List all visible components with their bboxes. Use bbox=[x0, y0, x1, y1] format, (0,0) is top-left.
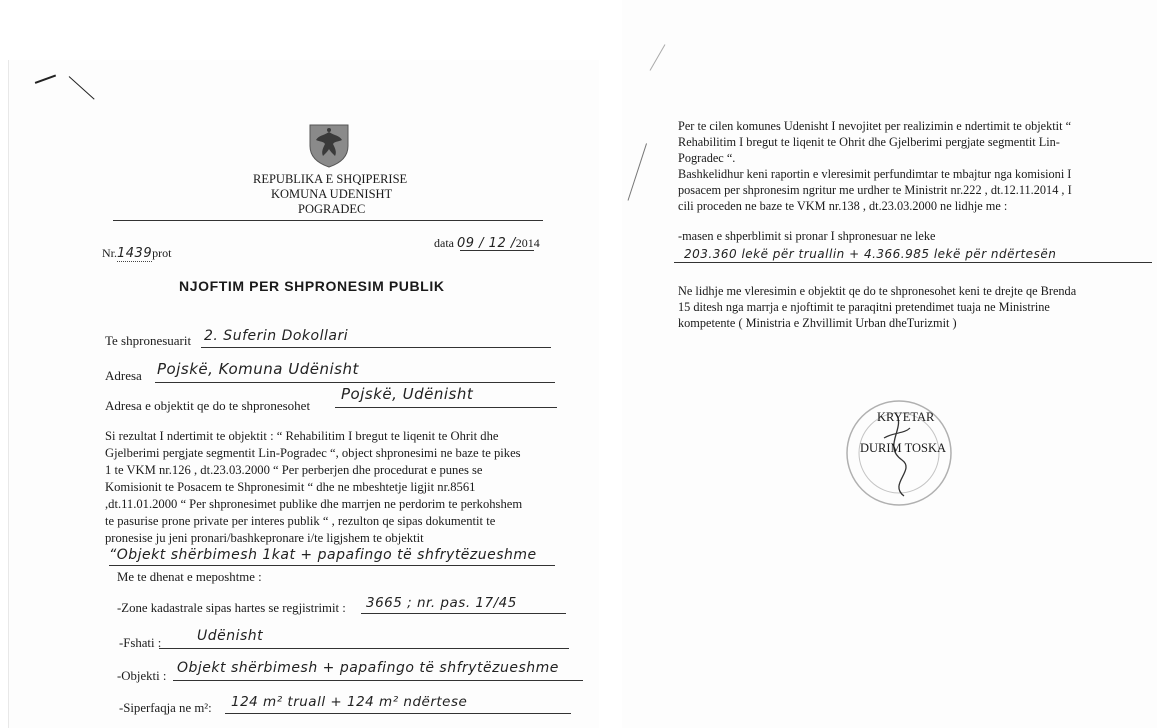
body-line: te pasurise prone private per interes publik “ , rezulton qe sipas dokumentit te bbox=[105, 514, 496, 528]
fold-mark bbox=[628, 143, 647, 200]
body-paragraph bbox=[105, 428, 522, 547]
village-label: -Fshati : bbox=[119, 636, 162, 650]
header-divider bbox=[113, 220, 543, 221]
compensation-label: -masen e shperblimit si pronar I shpronesuar ne leke bbox=[678, 229, 936, 243]
data-intro: Me te dhenat e meposhtme : bbox=[117, 570, 262, 584]
village-underline bbox=[159, 648, 569, 649]
document-date: data 09 / 12 /2014 bbox=[434, 236, 540, 251]
object-address-value: Pojskë, Udënisht bbox=[341, 385, 474, 403]
object-value: Objekt shërbimesh + papafingo të shfrytëzueshme bbox=[177, 660, 559, 676]
rights-paragraph bbox=[678, 283, 1076, 331]
document-page-right bbox=[622, 0, 1157, 728]
expropriated-underline bbox=[201, 347, 551, 348]
address-value: Pojskë, Komuna Udënisht bbox=[157, 360, 359, 378]
reference-number: Nr.1439prot bbox=[102, 246, 172, 261]
body-line: Komisionit te Posacem te Shpronesimit “ dhe ne mbeshtetje ligjit nr.8561 bbox=[105, 480, 476, 494]
date-underline bbox=[460, 250, 534, 251]
paragraph-line: Rehabilitim I bregut te liqenit te Ohrit dhe Gjelberimi pergjate segmentit Lin- bbox=[678, 135, 1060, 149]
compensation-value: 203.360 lekë për truallin + 4.366.985 lekë për ndërtesën bbox=[684, 247, 1057, 261]
paragraph-line: posacem per shpronesim ngritur me urdher te Ministrit nr.222 , dt.12.11.2014 , I bbox=[678, 183, 1072, 197]
object-description: “Objekt shërbimesh 1kat + papafingo të shfrytëzueshme bbox=[109, 547, 537, 563]
header-city: POGRADEC bbox=[298, 202, 366, 216]
header-republic: REPUBLIKA E SHQIPERISE bbox=[253, 172, 408, 186]
village-value: Udënisht bbox=[197, 628, 264, 644]
object-label: -Objekti : bbox=[117, 669, 167, 683]
fold-mark bbox=[650, 44, 666, 70]
paragraph-line: Bashkelidhur keni raportin e vleresimit perfundimtar te mbajtur nga komisioni I bbox=[678, 167, 1072, 181]
document-page-left bbox=[8, 60, 599, 728]
paragraph-line: Per te cilen komunes Udenisht I nevojitet per realizimin e ndertimit te objektit “ bbox=[678, 119, 1072, 133]
coat-of-arms-emblem bbox=[306, 122, 352, 168]
paragraph-line: Ne lidhje me vleresimin e objektit qe do te shpronesohet keni te drejte qe Brenda bbox=[678, 284, 1077, 298]
body-line: Gjelberimi pergjate segmentit Lin-Pogradec “, object shpronesimi ne baze te pikes bbox=[105, 446, 521, 460]
paragraph-line: cili proceden ne baze te VKM nr.138 , dt.23.03.2000 ne lidhje me : bbox=[678, 199, 1008, 213]
cadastral-value: 3665 ; nr. pas. 17/45 bbox=[366, 595, 517, 611]
signatory-name: DURIM TOSKA bbox=[860, 441, 947, 455]
expropriated-label: Te shpronesuarit bbox=[105, 333, 192, 348]
body-line: Si rezultat I ndertimit te objektit : “ Rehabilitim I bregut te liqenit te Ohrit dhe bbox=[105, 429, 499, 443]
paragraph-line: kompetente ( Ministria e Zhvillimit Urban dheTurizmit ) bbox=[678, 316, 957, 330]
document-title: NJOFTIM PER SHPRONESIM PUBLIK bbox=[179, 278, 445, 294]
pen-mark bbox=[35, 75, 56, 84]
header-commune: KOMUNA UDENISHT bbox=[271, 187, 393, 201]
signatory-role: KRYETAR bbox=[877, 410, 935, 424]
pen-mark bbox=[69, 76, 95, 99]
compensation-underline bbox=[674, 262, 1152, 263]
body-line: 1 te VKM nr.126 , dt.23.03.2000 “ Per perberjen dhe procedurat e punes se bbox=[105, 463, 483, 477]
area-value: 124 m² truall + 124 m² ndërtese bbox=[231, 694, 468, 710]
address-label: Adresa bbox=[105, 368, 142, 383]
object-description-underline bbox=[109, 565, 555, 566]
area-label: -Siperfaqja ne m²: bbox=[119, 701, 212, 715]
object-underline bbox=[173, 680, 583, 681]
object-address-label: Adresa e objektit qe do te shpronesohet bbox=[105, 398, 311, 413]
area-underline bbox=[225, 713, 571, 714]
body-line: ,dt.11.01.2000 “ Per shpronesimet publike dhe marrjen ne perdorim te perkohshem bbox=[105, 497, 523, 511]
paragraph-line: 15 ditesh nga marrja e njoftimit te paraqitni pretendimet tuaja ne Ministrine bbox=[678, 300, 1050, 314]
paragraph-line: Pogradec “. bbox=[678, 151, 736, 165]
expropriated-value: 2. Suferin Dokollari bbox=[204, 328, 349, 344]
address-underline bbox=[155, 382, 555, 383]
cadastral-underline bbox=[361, 613, 566, 614]
object-address-underline bbox=[335, 407, 557, 408]
intro-paragraph bbox=[678, 118, 1072, 214]
cadastral-label: -Zone kadastrale sipas hartes se regjistrimit : bbox=[117, 601, 346, 615]
body-line: pronesise ju jeni pronari/bashkepronare i/te ligjshem te objektit bbox=[105, 531, 424, 545]
